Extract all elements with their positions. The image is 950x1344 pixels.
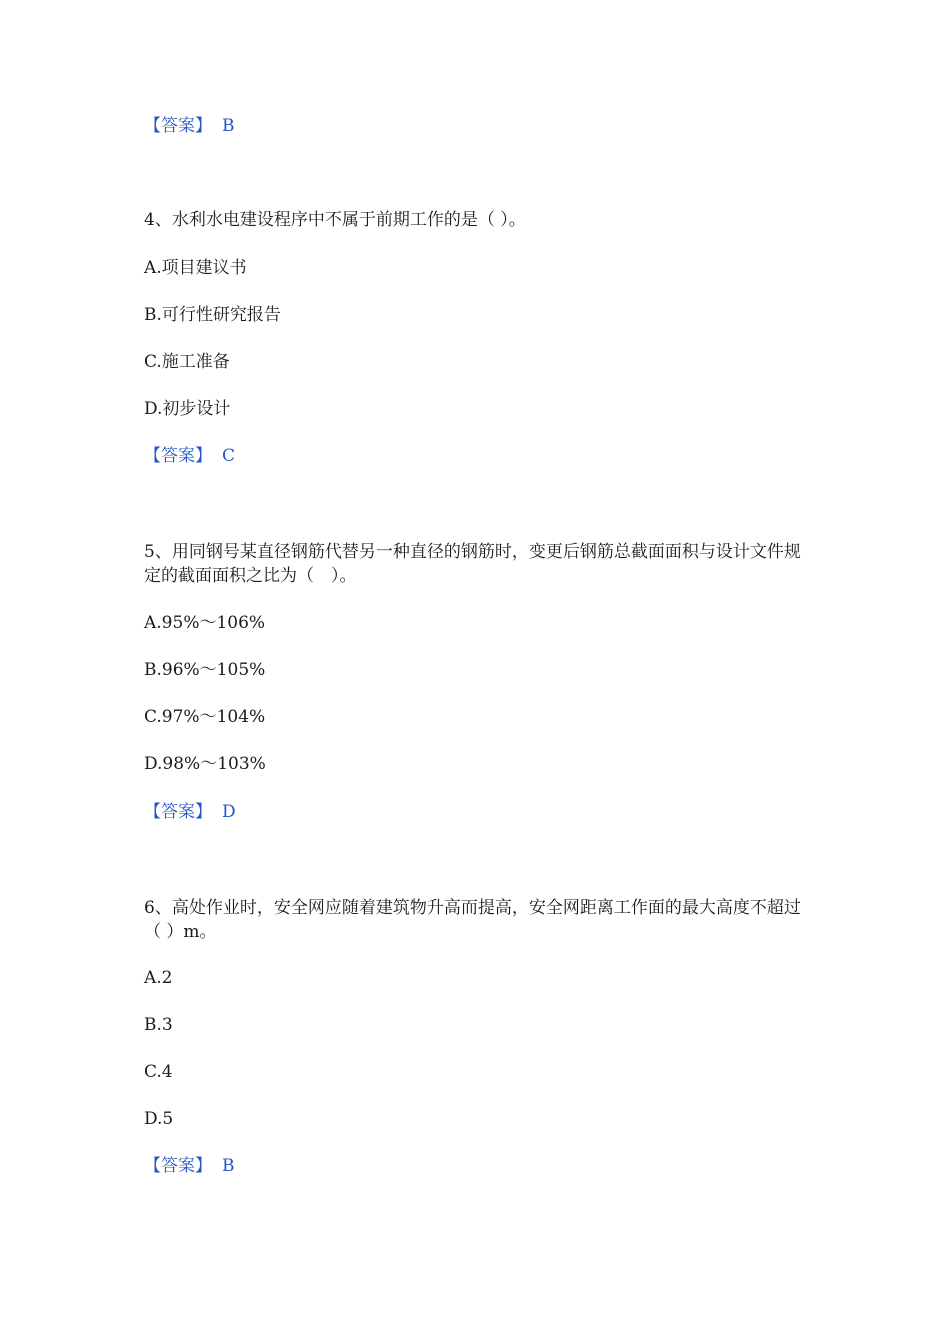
question-6-stem: 6、高处作业时，安全网应随着建筑物升高而提高，安全网距离工作面的最大高度不超过（ ）m。 xyxy=(144,898,801,942)
question-5-option-d: D.98%～103% xyxy=(144,754,266,774)
answer-row-q4 xyxy=(144,444,235,468)
answer-value: C xyxy=(222,446,236,466)
question-4-option-c: C.施工准备 xyxy=(144,352,230,372)
question-4-option-a: A.项目建议书 xyxy=(144,258,247,278)
question-5-option-c: C.97%～104% xyxy=(144,707,266,727)
answer-label: 【答案】 xyxy=(144,446,212,466)
question-4-stem: 4、水利水电建设程序中不属于前期工作的是（ ）。 xyxy=(144,210,526,230)
answer-row-q5 xyxy=(144,800,236,824)
answer-value: D xyxy=(222,802,236,822)
question-4-option-d: D.初步设计 xyxy=(144,399,231,419)
question-4-option-b: B.可行性研究报告 xyxy=(144,305,281,325)
question-6-option-b: B.3 xyxy=(144,1015,173,1035)
answer-value: B xyxy=(222,1156,235,1176)
answer-label: 【答案】 xyxy=(144,802,212,822)
question-6-option-c: C.4 xyxy=(144,1062,173,1082)
answer-row-prev xyxy=(144,114,235,138)
answer-row-q6 xyxy=(144,1154,235,1178)
answer-value: B xyxy=(222,116,235,136)
question-6-option-d: D.5 xyxy=(144,1109,174,1129)
answer-label: 【答案】 xyxy=(144,116,212,136)
question-5-option-a: A.95%～106% xyxy=(144,613,266,633)
question-5-stem: 5、用同钢号某直径钢筋代替另一种直径的钢筋时，变更后钢筋总截面面积与设计文件规定的截面面积之比为（ ）。 xyxy=(144,542,801,586)
question-5-option-b: B.96%～105% xyxy=(144,660,266,680)
answer-label: 【答案】 xyxy=(144,1156,212,1176)
question-6-option-a: A.2 xyxy=(144,968,173,988)
